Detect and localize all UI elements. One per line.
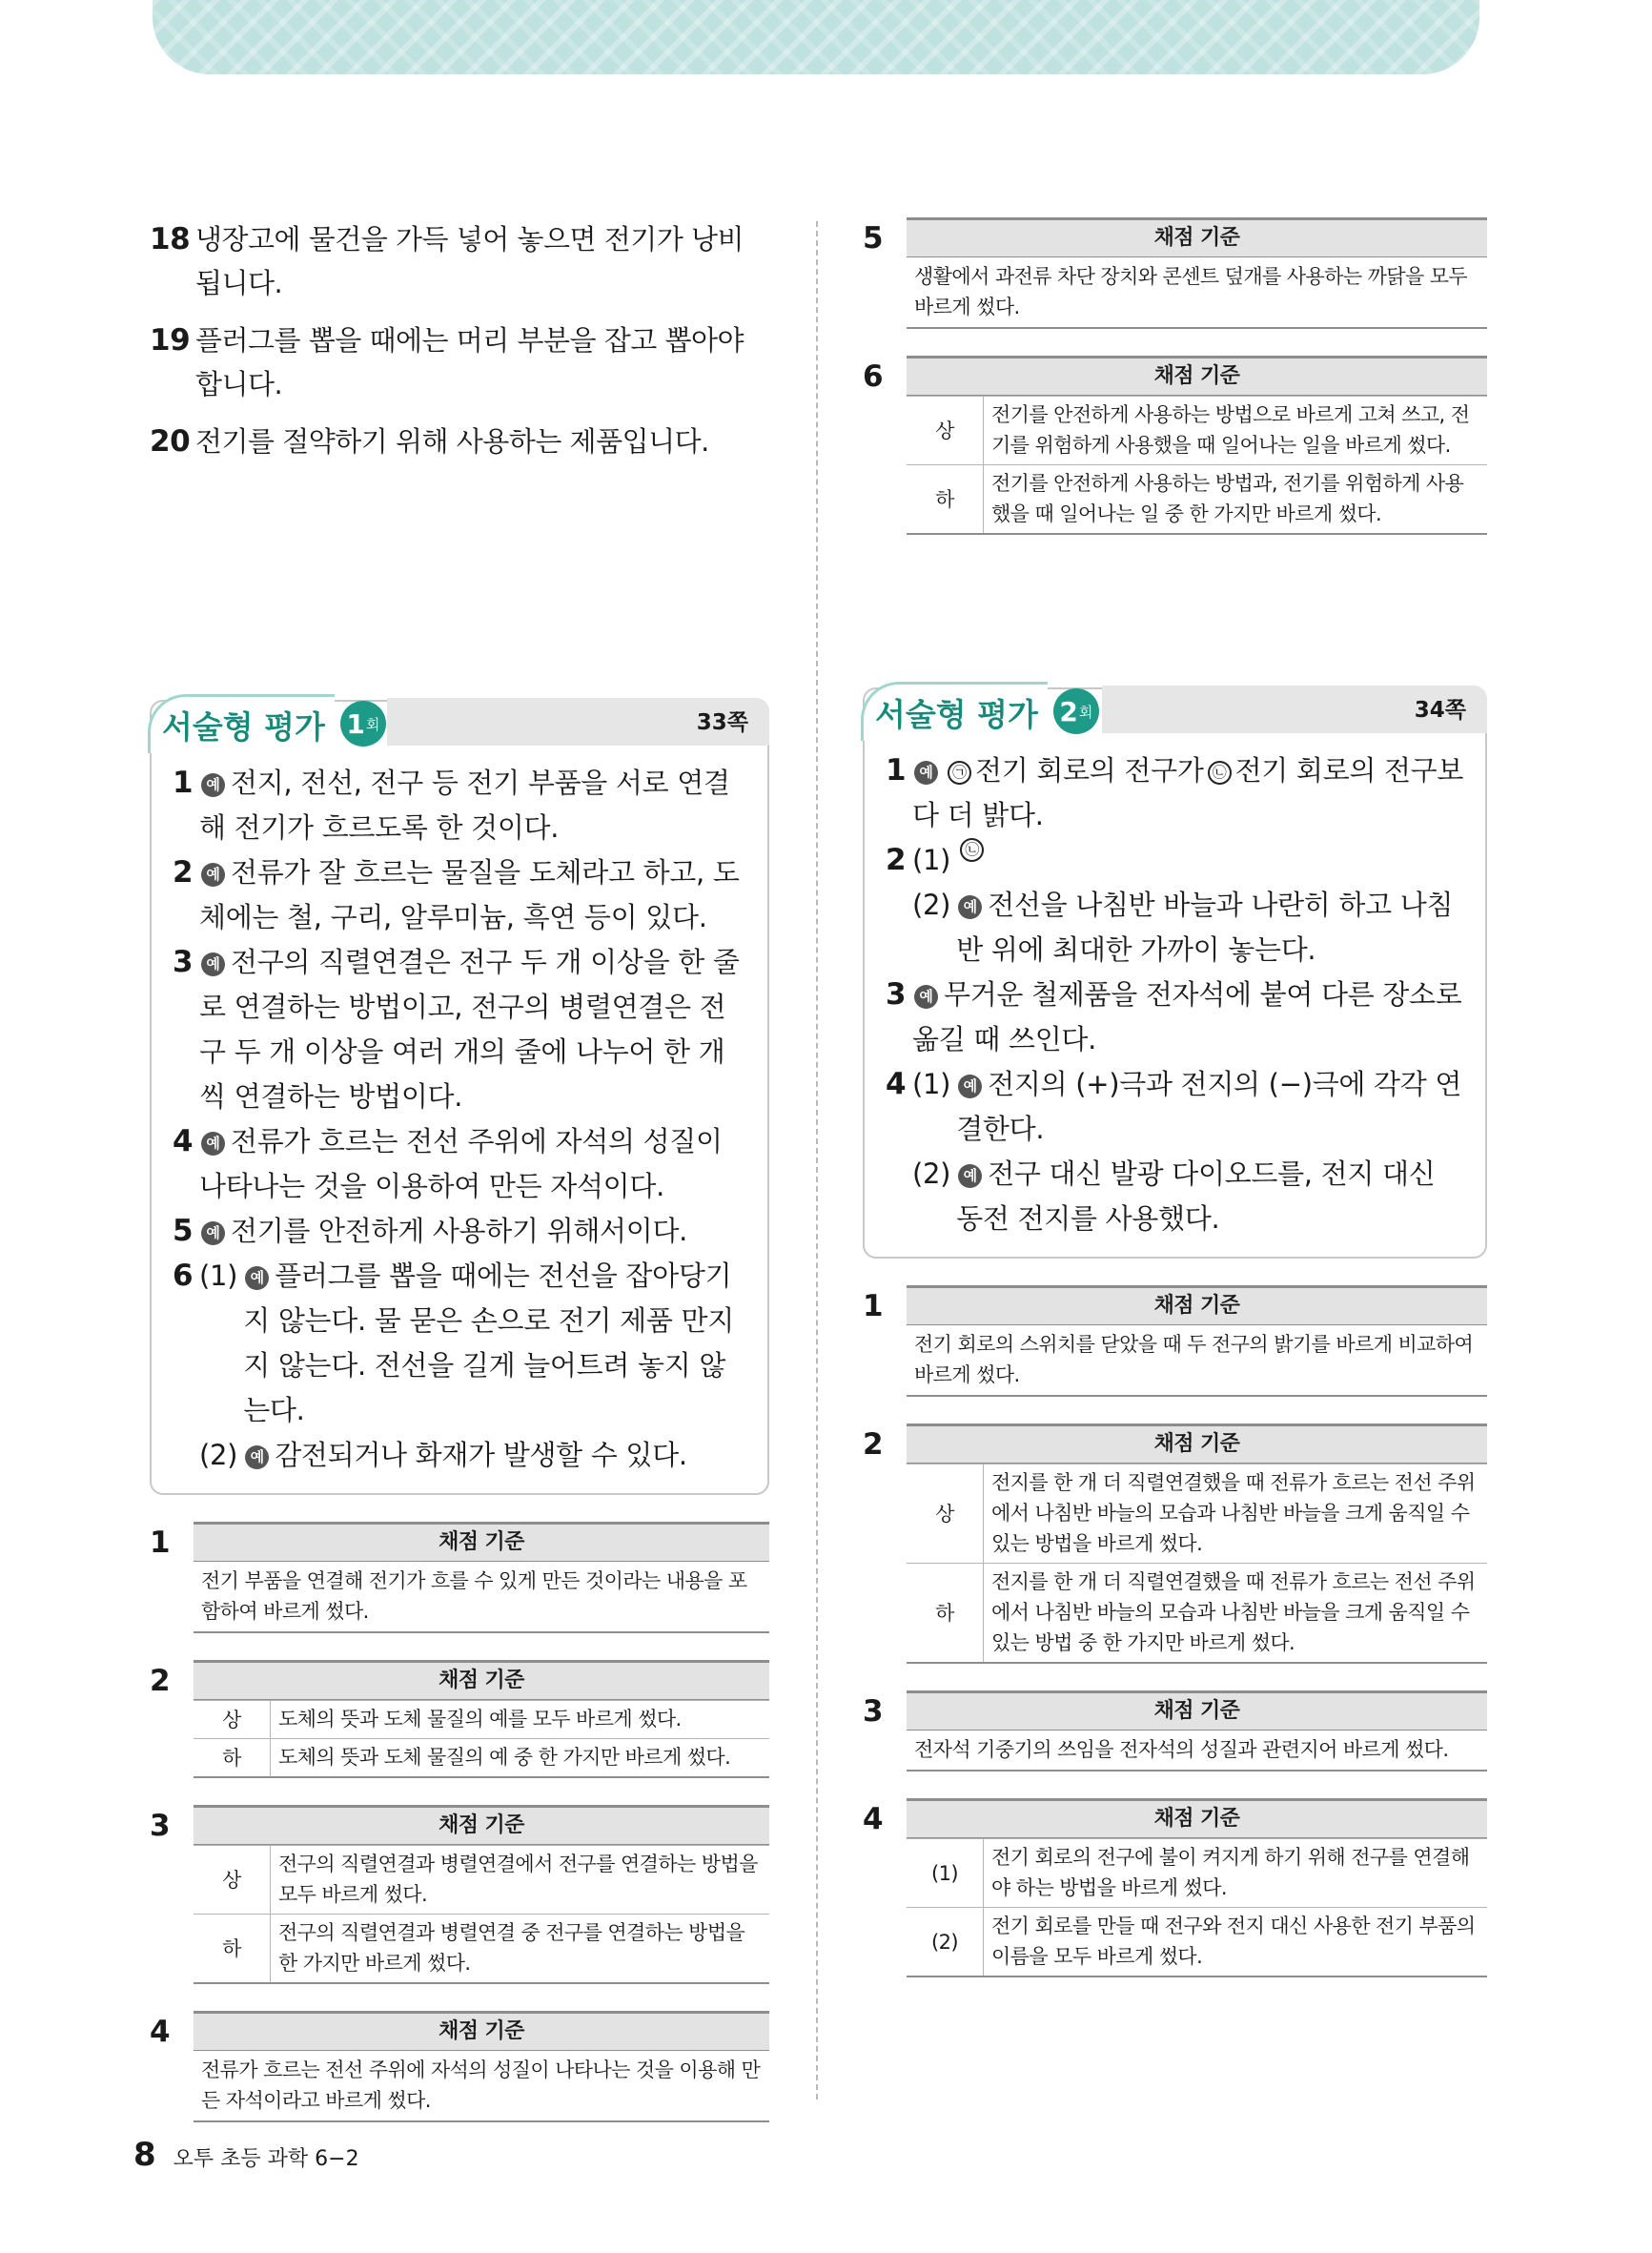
answer-item: (2) 예 감전되거나 화재가 발생할 수 있다. xyxy=(199,1439,687,1471)
example-badge: 예 xyxy=(201,952,225,976)
circle-label: ㉡ xyxy=(960,838,984,862)
answer-item: 2 (1) ㉡ xyxy=(886,838,1466,883)
example-badge: 예 xyxy=(201,1132,225,1156)
answer-item: (2) 예 전선을 나침반 바늘과 나란히 하고 나침반 위에 최대한 가까이 놓는다. xyxy=(912,889,1454,966)
answer-item: 3 예 무거운 철제품을 전자석에 붙여 다른 장소로 옮길 때 쓰인다. xyxy=(886,977,1462,1055)
left-column xyxy=(150,217,769,2122)
right-column xyxy=(863,217,1487,1977)
eval-header xyxy=(861,682,1099,741)
answer-item: 1 예 ㉠ 전기 회로의 전구가 ㉡ 전기 회로의 전구보다 더 밝다. xyxy=(886,753,1464,831)
answer-item: 4 예 전류가 흐르는 전선 주위에 자석의 성질이 나타나는 것을 이용하여 만든 자석이다. xyxy=(173,1124,723,1202)
questions-list xyxy=(150,217,769,463)
round-badge: 1 회 xyxy=(340,701,386,747)
question-item: 19 플러그를 뽑을 때에는 머리 부분을 잡고 뽑아야 합니다. xyxy=(150,323,744,400)
round-badge: 2 회 xyxy=(1053,688,1099,734)
answer-item: 3 예 전구의 직렬연결은 전구 두 개 이상을 한 줄로 연결하는 방법이고, 전구의 병렬연결은 전구 두 개 이상을 여러 개의 줄에 나누어 한 개씩 연결하는 방법이다. xyxy=(173,945,740,1113)
criteria-table: 채점 기준 상 전지를 한 개 더 직렬연결했을 때 전류가 흐르는 전선 주위에서 나침반 바늘의 모습과 나침반 바늘을 크게 움직일 수 있는 방법을 바르게 썼다. 하 전지를 한 개 더 직렬연결했을 때 전류가 흐르는 전선 주위에서 나침반 바늘의 모습과 나침반 바늘을 크게 움직일 수 있는 방법 중 한 가지만 바르게 썼다. xyxy=(907,1423,1487,1664)
page-footer xyxy=(133,2136,359,2174)
eval-title: 서술형 평가 xyxy=(148,694,335,753)
column-divider xyxy=(816,221,818,2099)
example-badge: 예 xyxy=(245,1266,269,1290)
eval-box-1 xyxy=(150,700,769,1495)
criteria-2: 2 채점 기준 상 도체의 뜻과 도체 물질의 예를 모두 바르게 썼다. 하 도체의 뜻과 도체 물질의 예 중 한 가지만 바르게 썼다. xyxy=(150,1660,769,1778)
criteria-table: 채점 기준 상 전기를 안전하게 사용하는 방법으로 바르게 고쳐 쓰고, 전기를 위험하게 사용했을 때 일어나는 일을 바르게 썼다. 하 전기를 안전하게 사용하는 방법과, 전기를 위험하게 사용했을 때 일어나는 일 중 한 가지만 바르게 썼다. xyxy=(907,356,1487,535)
example-badge: 예 xyxy=(958,1164,982,1188)
answer-item: (2) 예 전구 대신 발광 다이오드를, 전지 대신 동전 전지를 사용했다. xyxy=(912,1157,1436,1235)
circle-label: ㉠ xyxy=(948,761,971,785)
answer-item: 1 예 전지, 전선, 전구 등 전기 부품을 서로 연결해 전기가 흐르도록 한 것이다. xyxy=(173,766,730,844)
criteria-table: 채점 기준 상 전구의 직렬연결과 병렬연결에서 전구를 연결하는 방법을 모두 바르게 썼다. 하 전구의 직렬연결과 병렬연결 중 전구를 연결하는 방법을 한 가지만 바르게 썼다. xyxy=(194,1805,769,1984)
example-badge: 예 xyxy=(958,895,982,919)
example-badge: 예 xyxy=(958,1075,982,1098)
criteria-table: 채점 기준 상 도체의 뜻과 도체 물질의 예를 모두 바르게 썼다. 하 도체의 뜻과 도체 물질의 예 중 한 가지만 바르게 썼다. xyxy=(194,1660,769,1778)
example-badge: 예 xyxy=(914,985,938,1009)
criteria-table: 채점 기준 전기 부품을 연결해 전기가 흐를 수 있게 만든 것이라는 내용을 포함하여 바르게 썼다. xyxy=(194,1522,769,1633)
example-badge: 예 xyxy=(245,1445,269,1469)
criteria-table: 채점 기준 전기 회로의 스위치를 닫았을 때 두 전구의 밝기를 바르게 비교하여 바르게 썼다. xyxy=(907,1285,1487,1397)
criteria-r2: 2 채점 기준 상 전지를 한 개 더 직렬연결했을 때 전류가 흐르는 전선 주위에서 나침반 바늘의 모습과 나침반 바늘을 크게 움직일 수 있는 방법을 바르게 썼다. 하 전지를 한 개 더 직렬연결했을 때 전류가 흐르는 전선 주위에서 나침반 바늘의 모습과 나침반 바늘을 크게 움직일 수 있는 방법 중 한 가지만 바르게 썼다. xyxy=(863,1423,1487,1664)
example-badge: 예 xyxy=(201,863,225,887)
criteria-table: 채점 기준 전자석 기중기의 쓰임을 전자석의 성질과 관련지어 바르게 썼다. xyxy=(907,1690,1487,1772)
example-badge: 예 xyxy=(201,1221,225,1245)
example-badge: 예 xyxy=(201,773,225,797)
eval-title: 서술형 평가 xyxy=(861,682,1048,741)
criteria-1: 1 채점 기준 전기 부품을 연결해 전기가 흐를 수 있게 만든 것이라는 내용을 포함하여 바르게 썼다. xyxy=(150,1522,769,1633)
criteria-4: 4 채점 기준 전류가 흐르는 전선 주위에 자석의 성질이 나타나는 것을 이용해 만든 자석이라고 바르게 썼다. xyxy=(150,2011,769,2122)
criteria-5: 5 채점 기준 생활에서 과전류 차단 장치와 콘센트 덮개를 사용하는 까닭을 모두 바르게 썼다. xyxy=(863,217,1487,329)
top-banner xyxy=(153,0,1479,74)
criteria-6: 6 채점 기준 상 전기를 안전하게 사용하는 방법으로 바르게 고쳐 쓰고, 전기를 위험하게 사용했을 때 일어나는 일을 바르게 썼다. 하 전기를 안전하게 사용하는 방법과, 전기를 위험하게 사용했을 때 일어나는 일 중 한 가지만 바르게 썼다. xyxy=(863,356,1487,535)
criteria-r1: 1 채점 기준 전기 회로의 스위치를 닫았을 때 두 전구의 밝기를 바르게 비교하여 바르게 썼다. xyxy=(863,1285,1487,1397)
question-item: 20 전기를 절약하기 위해 사용하는 제품입니다. xyxy=(150,424,709,459)
question-item: 18 냉장고에 물건을 가득 넣어 놓으면 전기가 낭비됩니다. xyxy=(150,222,744,299)
eval-page-ref: 34쪽 xyxy=(1414,698,1466,723)
page-number: 8 xyxy=(133,2136,156,2174)
eval-page-ref: 33쪽 xyxy=(696,710,748,735)
book-title: 오투 초등 과학 6−2 xyxy=(173,2147,359,2171)
criteria-3: 3 채점 기준 상 전구의 직렬연결과 병렬연결에서 전구를 연결하는 방법을 모두 바르게 썼다. 하 전구의 직렬연결과 병렬연결 중 전구를 연결하는 방법을 한 가지만 바르게 썼다. xyxy=(150,1805,769,1984)
eval-box-2 xyxy=(863,687,1487,1259)
answer-item: 4 (1) 예 전지의 (+)극과 전지의 (−)극에 각각 연결한다. xyxy=(886,1067,1462,1145)
answer-item: 6 (1) 예 플러그를 뽑을 때에는 전선을 잡아당기지 않는다. 물 묻은 손으로 전기 제품 만지지 않는다. 전선을 길게 늘어트려 놓지 않는다. xyxy=(173,1259,734,1426)
criteria-r3: 3 채점 기준 전자석 기중기의 쓰임을 전자석의 성질과 관련지어 바르게 썼다. xyxy=(863,1690,1487,1772)
answer-item: 5 예 전기를 안전하게 사용하기 위해서이다. xyxy=(173,1214,688,1248)
criteria-r4: 4 채점 기준 (1) 전기 회로의 전구에 불이 켜지게 하기 위해 전구를 연결해야 하는 방법을 바르게 썼다. (2) 전기 회로를 만들 때 전구와 전지 대신 사용한 전기 부품의 이름을 모두 바르게 썼다. xyxy=(863,1798,1487,1977)
circle-label: ㉡ xyxy=(1208,761,1232,785)
criteria-table: 채점 기준 생활에서 과전류 차단 장치와 콘센트 덮개를 사용하는 까닭을 모두 바르게 썼다. xyxy=(907,217,1487,329)
criteria-table: 채점 기준 (1) 전기 회로의 전구에 불이 켜지게 하기 위해 전구를 연결해야 하는 방법을 바르게 썼다. (2) 전기 회로를 만들 때 전구와 전지 대신 사용한 전기 부품의 이름을 모두 바르게 썼다. xyxy=(907,1798,1487,1977)
eval-header xyxy=(148,694,386,753)
criteria-table: 채점 기준 전류가 흐르는 전선 주위에 자석의 성질이 나타나는 것을 이용해 만든 자석이라고 바르게 썼다. xyxy=(194,2011,769,2122)
example-badge: 예 xyxy=(914,761,938,785)
answer-item: 2 예 전류가 잘 흐르는 물질을 도체라고 하고, 도체에는 철, 구리, 알루미늄, 흑연 등이 있다. xyxy=(173,855,740,933)
